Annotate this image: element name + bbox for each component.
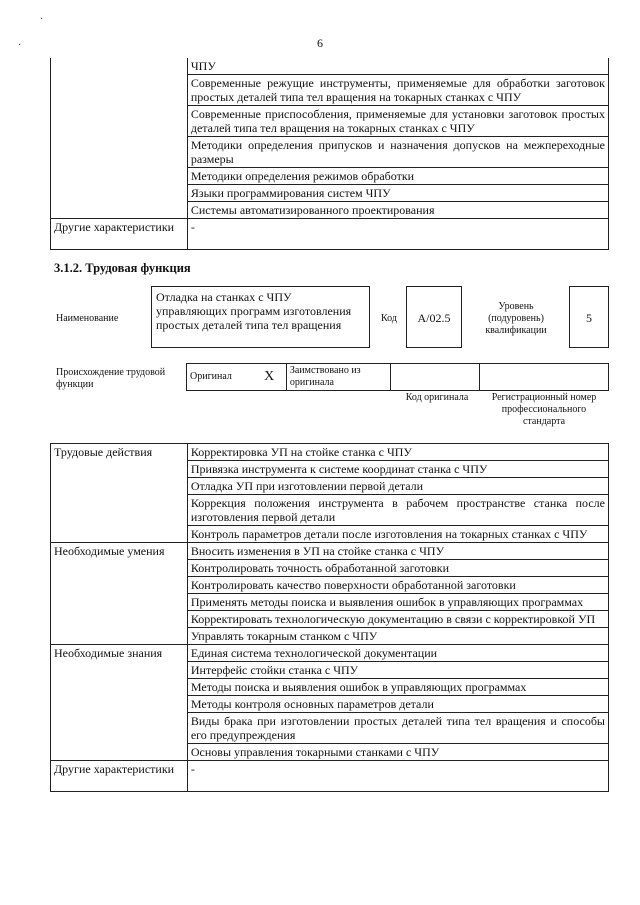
level-value-box: [569, 286, 609, 348]
group-label: Необходимые знания: [51, 645, 188, 761]
table-cell: Отладка УП при изготовлении первой детали: [187, 478, 608, 495]
original-label: Оригинал: [187, 364, 253, 391]
reg-number-caption: Регистрационный номер профессионального стандарта: [491, 392, 597, 427]
table-cell: Вносить изменения в УП на стойке станка с ЧПУ: [187, 543, 608, 560]
other-label: Другие характеристики: [51, 761, 188, 792]
group-label: Необходимые умения: [51, 543, 188, 645]
other-label: Другие характеристики: [51, 219, 188, 250]
table-cell: Контролировать качество поверхности обработанной заготовки: [187, 577, 608, 594]
borrowed-label: Заимствовано из оригинала: [286, 364, 390, 391]
knowledge-table-continuation: [50, 58, 609, 250]
name-value-box: [151, 286, 370, 348]
table-row: [51, 543, 609, 560]
table-cell: Методики определения припусков и назначения допусков на межпереходные размеры: [187, 137, 608, 168]
table-cell: Управлять токарным станком с ЧПУ: [187, 628, 608, 645]
table-cell: Методы поиска и выявления ошибок в управляющих программах: [187, 679, 608, 696]
other-value: -: [187, 219, 608, 250]
table-row: [51, 444, 609, 461]
table-cell: Применять методы поиска и выявления ошибок в управляющих программах: [187, 594, 608, 611]
labor-function-table: [50, 443, 609, 792]
table-cell: ЧПУ: [187, 58, 608, 75]
original-code-cell: [390, 364, 480, 391]
table-cell: Корректировка УП на стойке станка с ЧПУ: [187, 444, 608, 461]
table-cell: Методики определения режимов обработки: [187, 168, 608, 185]
original-mark: X: [252, 364, 286, 391]
table-cell: Методы контроля основных параметров детали: [187, 696, 608, 713]
table-row: [51, 219, 609, 250]
name-value: Отладка на станках с ЧПУ управляющих программ изготовления простых деталей типа тел вращения: [156, 290, 352, 332]
table-row: [51, 761, 609, 792]
other-value: -: [187, 761, 608, 792]
table-row: [51, 645, 609, 662]
table-cell: Единая система технологической документации: [187, 645, 608, 662]
table-cell: Современные режущие инструменты, применяемые для обработки заготовок простых деталей типа тел вращения на токарных станках с ЧПУ: [187, 75, 608, 106]
origin-label: Происхождение трудовой функции: [56, 367, 166, 390]
table-cell: Контроль параметров детали после изготовления на токарных станках с ЧПУ: [187, 526, 608, 543]
group-label: Трудовые действия: [51, 444, 188, 543]
level-label: Уровень (подуровень) квалификации: [485, 301, 547, 336]
table-cell: Языки программирования систем ЧПУ: [187, 185, 608, 202]
table-cell: Контролировать точность обработанной заготовки: [187, 560, 608, 577]
table-cell: Коррекция положения инструмента в рабочем пространстве станка после изготовления первой детали: [187, 495, 608, 526]
table-row: [51, 58, 609, 75]
level-value: 5: [586, 311, 592, 325]
group-label-cell: [51, 58, 188, 219]
reg-number-cell: [480, 364, 609, 391]
code-value: A/02.5: [417, 311, 451, 325]
scan-mark-top: ·: [40, 14, 44, 25]
scan-mark-left: ·: [18, 40, 22, 51]
code-value-box: [406, 286, 462, 348]
section-title: 3.1.2. Трудовая функция: [54, 261, 191, 275]
table-cell: Корректировать технологическую документацию в связи с корректировкой УП: [187, 611, 608, 628]
code-label: Код: [381, 313, 397, 324]
table-row: [187, 364, 609, 391]
table-cell: Интерфейс стойки станка с ЧПУ: [187, 662, 608, 679]
table-cell: Привязка инструмента к системе координат станка с ЧПУ: [187, 461, 608, 478]
table-cell: Системы автоматизированного проектирования: [187, 202, 608, 219]
page-number: 6: [317, 36, 323, 50]
original-code-caption: Код оригинала: [405, 392, 469, 403]
origin-table: [186, 363, 609, 391]
table-cell: Виды брака при изготовлении простых деталей типа тел вращения и способы его предупреждения: [187, 713, 608, 744]
name-label: Наименование: [56, 313, 119, 324]
table-cell: Основы управления токарными станками с ЧПУ: [187, 744, 608, 761]
table-cell: Современные приспособления, применяемые для установки заготовок простых деталей типа тел вращения на токарных станках с ЧПУ: [187, 106, 608, 137]
